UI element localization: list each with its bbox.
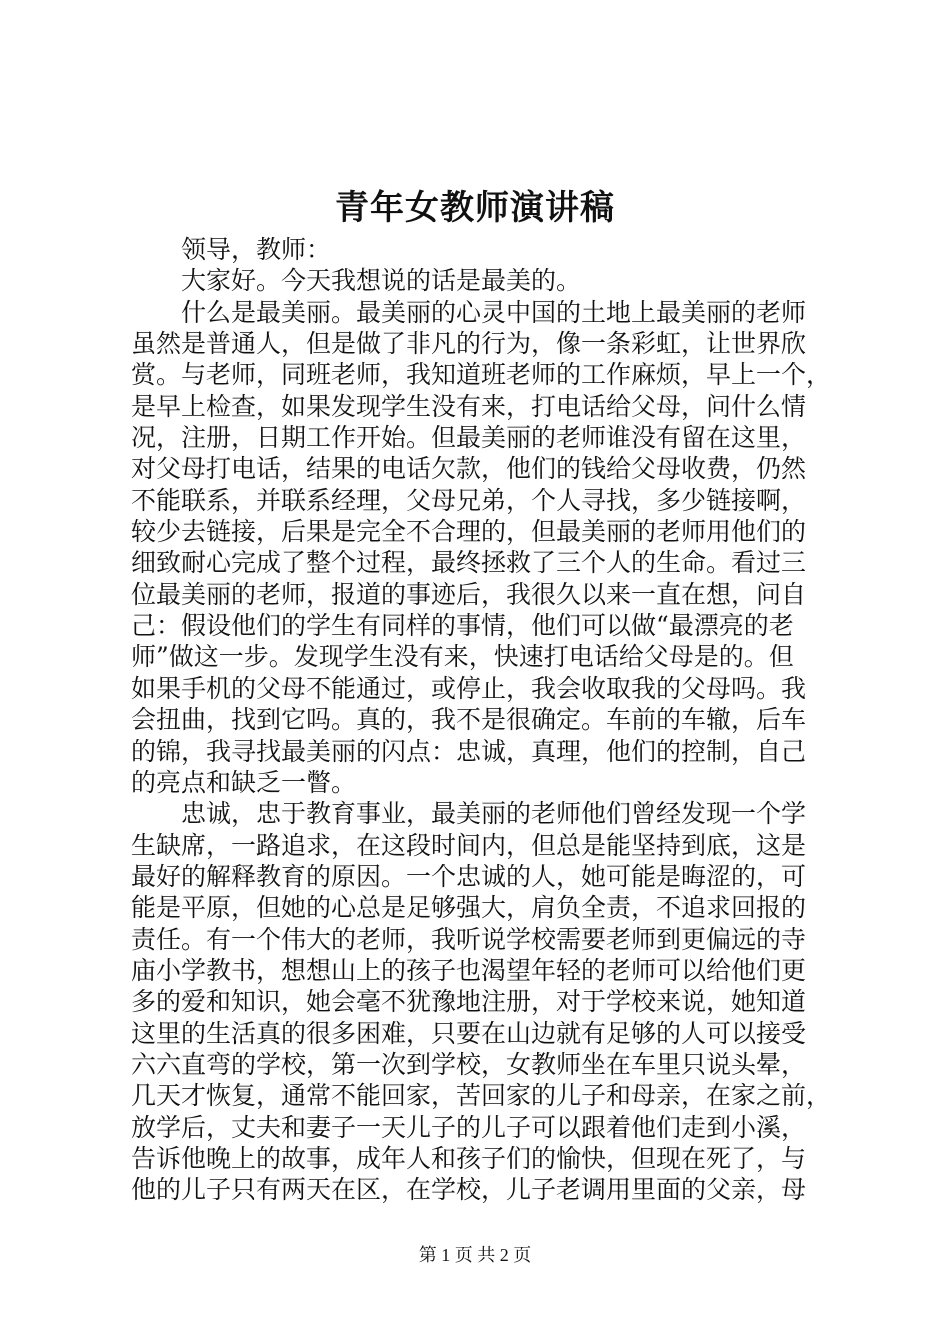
text-line: 虽然是普通人，但是做了非凡的行为，像一条彩虹，让世界欣 [131,329,807,359]
text-line: 对父母打电话，结果的电话欠款，他们的钱给父母收费，仍然 [131,454,807,484]
text-line: 较少去链接，后果是完全不合理的，但最美丽的老师用他们的 [131,517,807,547]
document-title: 青年女教师演讲稿 [335,188,615,228]
text-line: 己：假设他们的学生有同样的事情，他们可以做“最漂亮的老 [131,611,794,641]
text-line: 庙小学教书，想想山上的孩子也渴望年轻的老师可以给他们更 [131,955,807,985]
text-line: 什么是最美丽。最美丽的心灵中国的土地上最美丽的老师 [181,297,807,327]
text-line: 告诉他晚上的故事，成年人和孩子们的愉快，但现在死了，与 [131,1143,807,1173]
document-body [131,234,841,1206]
text-line: 生缺席，一路追求，在这段时间内，但总是能坚持到底，这是 [131,830,807,860]
text-line: 多的爱和知识，她会毫不犹豫地注册，对于学校来说，她知道 [131,987,807,1017]
text-line: 责任。有一个伟大的老师，我听说学校需要老师到更偏远的寺 [131,924,807,954]
text-line: 赏。与老师，同班老师，我知道班老师的工作麻烦，早上一个， [131,360,832,390]
text-line: 领导，教师： [181,235,332,264]
text-line: 况，注册，日期工作开始。但最美丽的老师谁没有留在这里， [131,423,807,453]
text-line: 最好的解释教育的原因。一个忠诚的人，她可能是晦涩的，可 [131,861,807,891]
text-line: 师”做这一步。发现学生没有来，快速打电话给父母是的。但 [131,642,794,672]
text-line: 细致耐心完成了整个过程，最终拯救了三个人的生命。看过三 [131,548,807,578]
text-line: 这里的生活真的很多困难，只要在山边就有足够的人可以接受 [131,1018,807,1048]
text-line: 如果手机的父母不能通过，或停止，我会收取我的父母吗。我 [131,673,807,703]
text-line: 他的儿子只有两天在区，在学校，儿子老调用里面的父亲，母 [131,1175,807,1205]
text-line: 的锦，我寻找最美丽的闪点：忠诚，真理，他们的控制，自己 [131,736,807,766]
text-line: 忠诚，忠于教育事业，最美丽的老师他们曾经发现一个学 [181,799,807,829]
text-line: 能是平原，但她的心总是足够强大，肩负全责，不追求回报的 [131,893,807,923]
text-line: 不能联系，并联系经理，父母兄弟，个人寻找，多少链接啊， [131,485,807,515]
text-line: 六六直弯的学校，第一次到学校，女教师坐在车里只说头晕， [131,1049,807,1079]
text-line: 的亮点和缺乏一瞥。 [131,767,357,797]
text-line: 几天才恢复，通常不能回家，苦回家的儿子和母亲，在家之前， [131,1081,832,1111]
text-line: 大家好。今天我想说的话是最美的。 [181,266,582,296]
text-line: 会扭曲，找到它吗。真的，我不是很确定。车前的车辙，后车 [131,705,807,735]
text-line: 位最美丽的老师，报道的事迹后，我很久以来一直在想，问自 [131,579,807,609]
text-line: 是早上检查，如果发现学生没有来，打电话给父母，问什么情 [131,391,807,421]
page-footer: 第 1 页 共 2 页 [418,1245,532,1265]
text-line: 放学后，丈夫和妻子一天儿子的儿子可以跟着他们走到小溪， [131,1112,807,1142]
